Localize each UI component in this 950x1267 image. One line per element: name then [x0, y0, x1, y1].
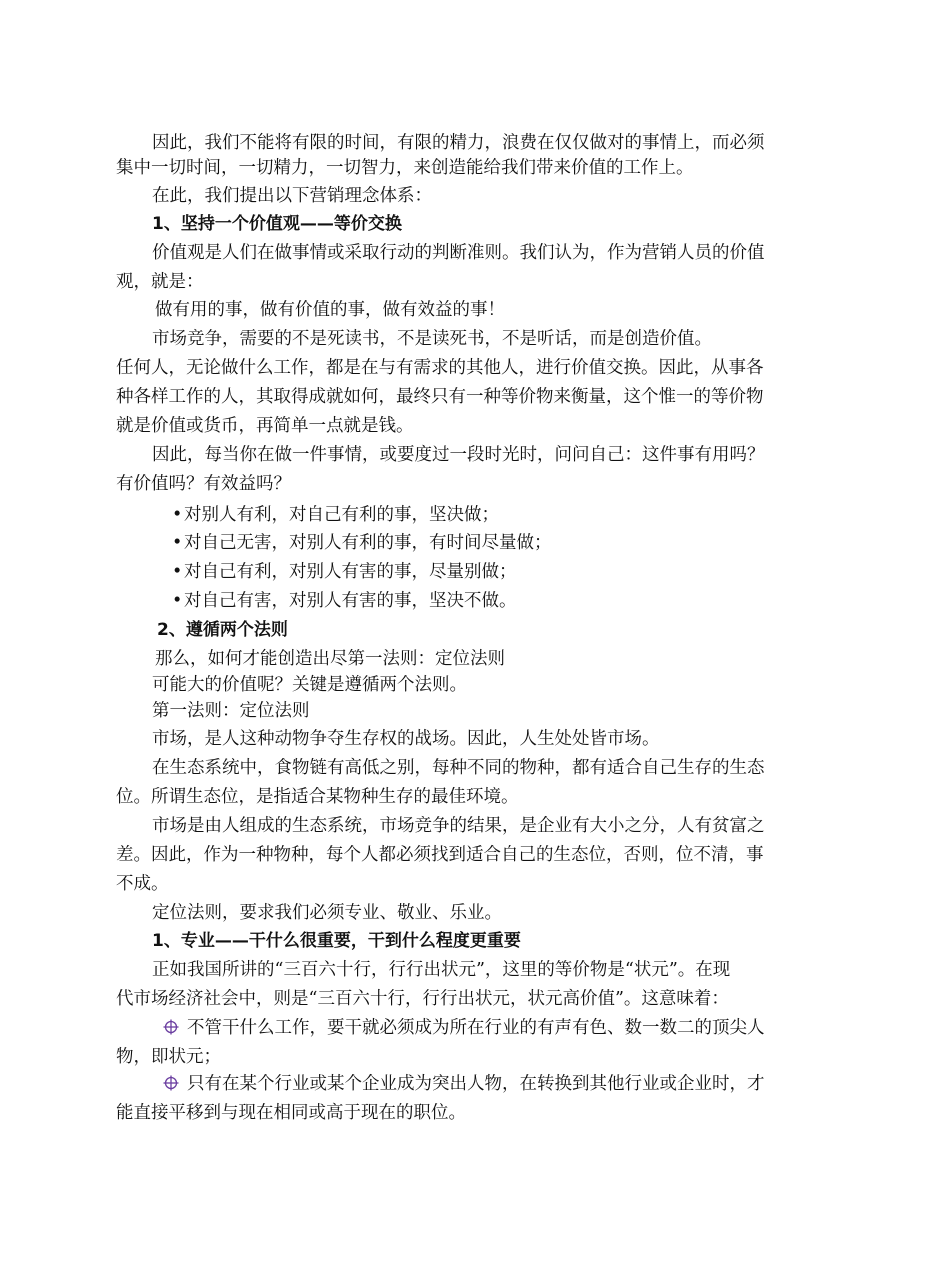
paragraph-line: 在此，我们提出以下营销理念体系：	[152, 186, 432, 206]
paragraph-line: 有价值吗？有效益吗？	[116, 474, 291, 494]
paragraph-line: 种各样工作的人，其取得成就如何，最终只有一种等价物来衡量，这个惟一的等价物	[116, 387, 764, 407]
crosshair-bullet-icon	[163, 1075, 179, 1091]
paragraph-line: 定位法则，要求我们必须专业、敬业、乐业。	[152, 903, 502, 923]
section-heading: 1、专业——干什么很重要，干到什么程度更重要	[152, 931, 521, 951]
list-item	[163, 1016, 765, 1040]
paragraph-line: 市场竞争，需要的不是死读书，不是读死书，不是听话，而是创造价值。	[152, 329, 712, 349]
paragraph-line: 可能大的价值呢？关键是遵循两个法则。	[152, 675, 467, 695]
list-item	[172, 531, 552, 555]
list-item-text: 对自己有利，对别人有害的事，尽量别做；	[184, 562, 517, 582]
list-item-text: 只有在某个行业或某个企业成为突出人物，在转换到其他行业或企业时，才	[187, 1074, 765, 1094]
paragraph-line: 市场，是人这种动物争夺生存权的战场。因此，人生处处皆市场。	[152, 729, 660, 749]
paragraph-line: 正如我国所讲的“三百六十行，行行出状元”，这里的等价物是“状元”。在现	[152, 960, 731, 980]
paragraph-line: 任何人，无论做什么工作，都是在与有需求的其他人，进行价值交换。因此，从事各	[116, 358, 764, 378]
list-item-text: 对别人有利，对自己有利的事，坚决做；	[184, 505, 499, 525]
paragraph-line: 那么，如何才能创造出尽第一法则：定位法则	[155, 649, 505, 669]
bullet-icon: •	[172, 533, 183, 553]
paragraph-line: 集中一切时间，一切精力，一切智力，来创造能给我们带来价值的工作上。	[116, 158, 694, 178]
paragraph-line: 因此，我们不能将有限的时间，有限的精力，浪费在仅仅做对的事情上，而必须	[152, 133, 765, 153]
list-item-text: 对自己有害，对别人有害的事，坚决不做。	[184, 591, 517, 611]
crosshair-bullet-icon	[163, 1019, 179, 1035]
paragraph-line: 因此，每当你在做一件事情，或要度过一段时光时，问问自己：这件事有用吗？	[152, 445, 765, 465]
bullet-icon: •	[172, 562, 183, 582]
section-heading: 1、坚持一个价值观——等价交换	[152, 214, 402, 234]
paragraph-line: 位。所谓生态位，是指适合某物种生存的最佳环境。	[116, 787, 519, 807]
section-heading: 2、遵循两个法则	[157, 620, 288, 640]
paragraph-line: 观，就是：	[116, 272, 204, 292]
paragraph-line: 能直接平移到与现在相同或高于现在的职位。	[116, 1103, 466, 1123]
paragraph-line: 价值观是人们在做事情或采取行动的判断准则。我们认为，作为营销人员的价值	[152, 243, 765, 263]
list-item	[172, 560, 517, 584]
list-item-text: 不管干什么工作，要干就必须成为所在行业的有声有色、数一数二的顶尖人	[187, 1018, 765, 1038]
list-item	[172, 589, 517, 613]
paragraph-line: 就是价值或货币，再简单一点就是钱。	[116, 416, 414, 436]
list-item-text: 对自己无害，对别人有利的事，有时间尽量做；	[184, 533, 552, 553]
motto-line: 做有用的事，做有价值的事，做有效益的事！	[155, 300, 505, 320]
paragraph-line: 代市场经济社会中，则是“三百六十行，行行出状元，状元高价值”。这意味着：	[116, 989, 729, 1009]
paragraph-line: 市场是由人组成的生态系统，市场竞争的结果，是企业有大小之分，人有贫富之	[152, 816, 765, 836]
paragraph-line: 不成。	[116, 874, 169, 894]
paragraph-line: 差。因此，作为一种物种，每个人都必须找到适合自己的生态位，否则，位不清，事	[116, 845, 764, 865]
subheading-line: 第一法则：定位法则	[152, 701, 310, 721]
bullet-icon: •	[172, 505, 183, 525]
bullet-icon: •	[172, 591, 183, 611]
paragraph-line: 在生态系统中，食物链有高低之别，每种不同的物种，都有适合自己生存的生态	[152, 758, 765, 778]
list-item	[172, 503, 499, 527]
paragraph-line: 物，即状元；	[116, 1047, 221, 1067]
list-item	[163, 1072, 765, 1096]
